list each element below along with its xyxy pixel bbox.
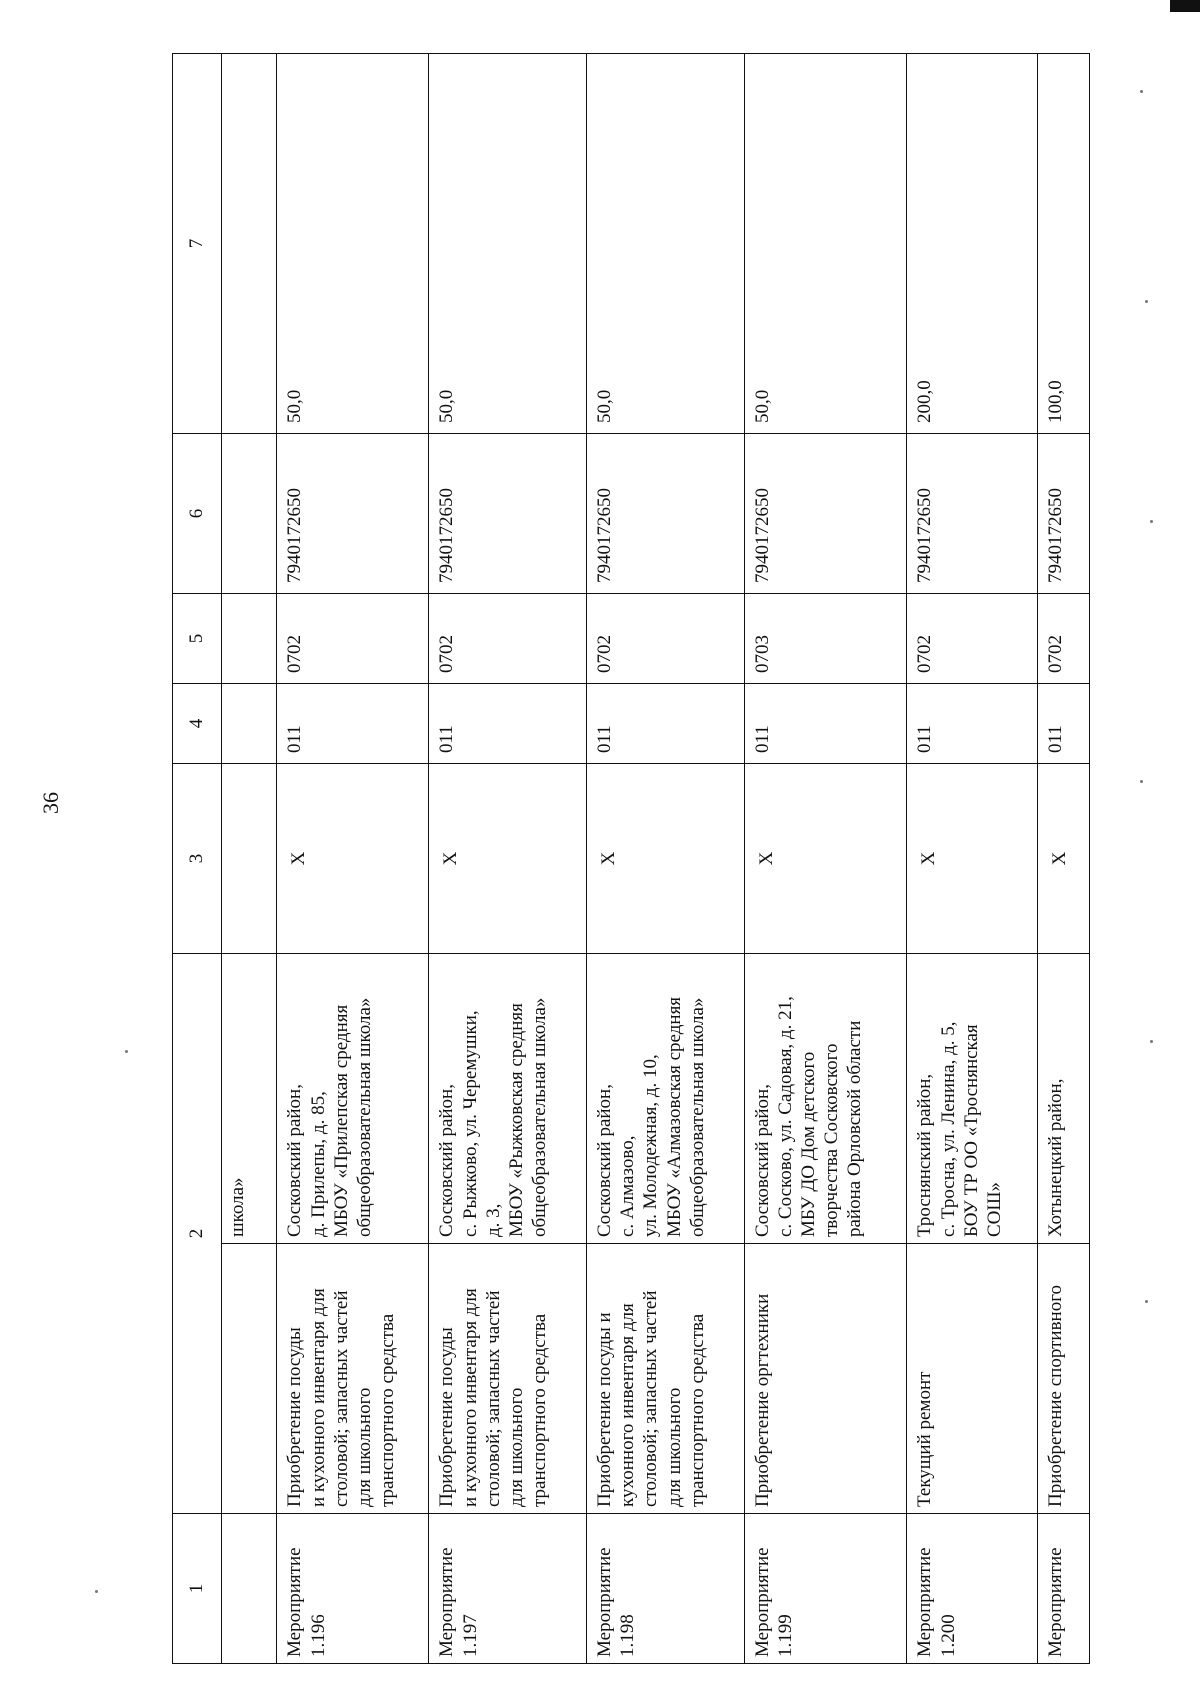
edge-mark [1170,0,1200,12]
cell-description [222,1244,277,1514]
cell-address: школа» [222,954,277,1244]
cell-event: Мероприятие 1.199 [744,1514,907,1664]
cell-col4: 011 [586,684,744,764]
continuation-row [222,54,277,1664]
cell-col3: Х [277,764,429,954]
cell-col6: 7940172650 [586,434,744,594]
cell-col7: 50,0 [586,54,744,434]
cell-event [222,1514,277,1664]
scan-speck [1145,300,1148,303]
table-row [744,54,907,1664]
header-row [173,54,222,1664]
budget-table [172,53,1090,1664]
col-header-6: 6 [173,434,222,594]
scan-speck [1150,1040,1153,1043]
cell-address: Сосковский район, с. Рыжково, ул. Черемушки, д. 3, МБОУ «Рыжковская средняя общеобразовательная школа» [429,954,587,1244]
scan-speck [125,1050,128,1053]
cell-col4: 011 [744,684,907,764]
col-header-1: 1 [173,1514,222,1664]
cell-description: Текущий ремонт [907,1244,1037,1514]
table-row [907,54,1037,1664]
cell-col4: 011 [429,684,587,764]
cell-col6: 7940172650 [277,434,429,594]
cell-col7: 100,0 [1037,54,1089,434]
cell-event: Мероприятие 1.196 [277,1514,429,1664]
cell-col3: Х [586,764,744,954]
cell-col5: 0702 [277,594,429,684]
cell-description: Приобретение спортивного [1037,1244,1089,1514]
cell-col5: 0703 [744,594,907,684]
scan-speck [1150,520,1153,523]
cell-address: Хотынецкий район, [1037,954,1089,1244]
table-row [586,54,744,1664]
cell-address: Сосковский район, д. Прилепы, д. 85, МБОУ «Прилепская средняя общеобразовательная школа» [277,954,429,1244]
table-row [1037,54,1089,1664]
rotated-table-container [172,54,1090,1664]
cell-col3 [222,764,277,954]
cell-col5: 0702 [907,594,1037,684]
cell-address: Сосковский район, с. Сосково, ул. Садовая, д. 21, МБУ ДО Дом детского творчества Сосковского района Орловской области [744,954,907,1244]
cell-col5: 0702 [1037,594,1089,684]
cell-event: Мероприятие 1.198 [586,1514,744,1664]
col-header-5: 5 [173,594,222,684]
cell-col4: 011 [277,684,429,764]
cell-event: Мероприятие [1037,1514,1089,1664]
cell-col4: 011 [1037,684,1089,764]
cell-col3: Х [907,764,1037,954]
cell-address: Сосковский район, с. Алмазово, ул. Молодежная, д. 10, МБОУ «Алмазовская средняя общеобразовательная школа» [586,954,744,1244]
cell-col5 [222,594,277,684]
cell-col6: 7940172650 [1037,434,1089,594]
cell-col6: 7940172650 [907,434,1037,594]
scan-speck [1140,90,1143,93]
cell-col6: 7940172650 [429,434,587,594]
page-number: 36 [38,792,63,814]
cell-col5: 0702 [429,594,587,684]
cell-col7: 200,0 [907,54,1037,434]
table-row [277,54,429,1664]
scan-speck [95,1590,98,1593]
scan-speck [1145,1300,1148,1303]
cell-col7: 50,0 [429,54,587,434]
table-row [429,54,587,1664]
cell-col3: Х [744,764,907,954]
col-header-2: 2 [173,954,222,1514]
cell-event: Мероприятие 1.200 [907,1514,1037,1664]
cell-description: Приобретение посуды и кухонного инвентаря для столовой; запасных частей для школьного транспортного средства [429,1244,587,1514]
cell-col4: 011 [907,684,1037,764]
cell-col4 [222,684,277,764]
cell-event: Мероприятие 1.197 [429,1514,587,1664]
cell-description: Приобретение посуды и кухонного инвентаря для столовой; запасных частей для школьного транспортного средства [277,1244,429,1514]
cell-col7 [222,54,277,434]
scan-speck [1140,780,1143,783]
col-header-4: 4 [173,684,222,764]
cell-col3: Х [429,764,587,954]
cell-col5: 0702 [586,594,744,684]
cell-col7: 50,0 [744,54,907,434]
cell-description: Приобретение оргтехники [744,1244,907,1514]
cell-description: Приобретение посуды и кухонного инвентаря для столовой; запасных частей для школьного транспортного средства [586,1244,744,1514]
cell-col6 [222,434,277,594]
cell-col6: 7940172650 [744,434,907,594]
col-header-3: 3 [173,764,222,954]
cell-address: Троснянский район, с. Тросна, ул. Ленина, д. 5, БОУ ТР ОО «Троснянская СОШ» [907,954,1037,1244]
cell-col3: Х [1037,764,1089,954]
cell-col7: 50,0 [277,54,429,434]
col-header-7: 7 [173,54,222,434]
